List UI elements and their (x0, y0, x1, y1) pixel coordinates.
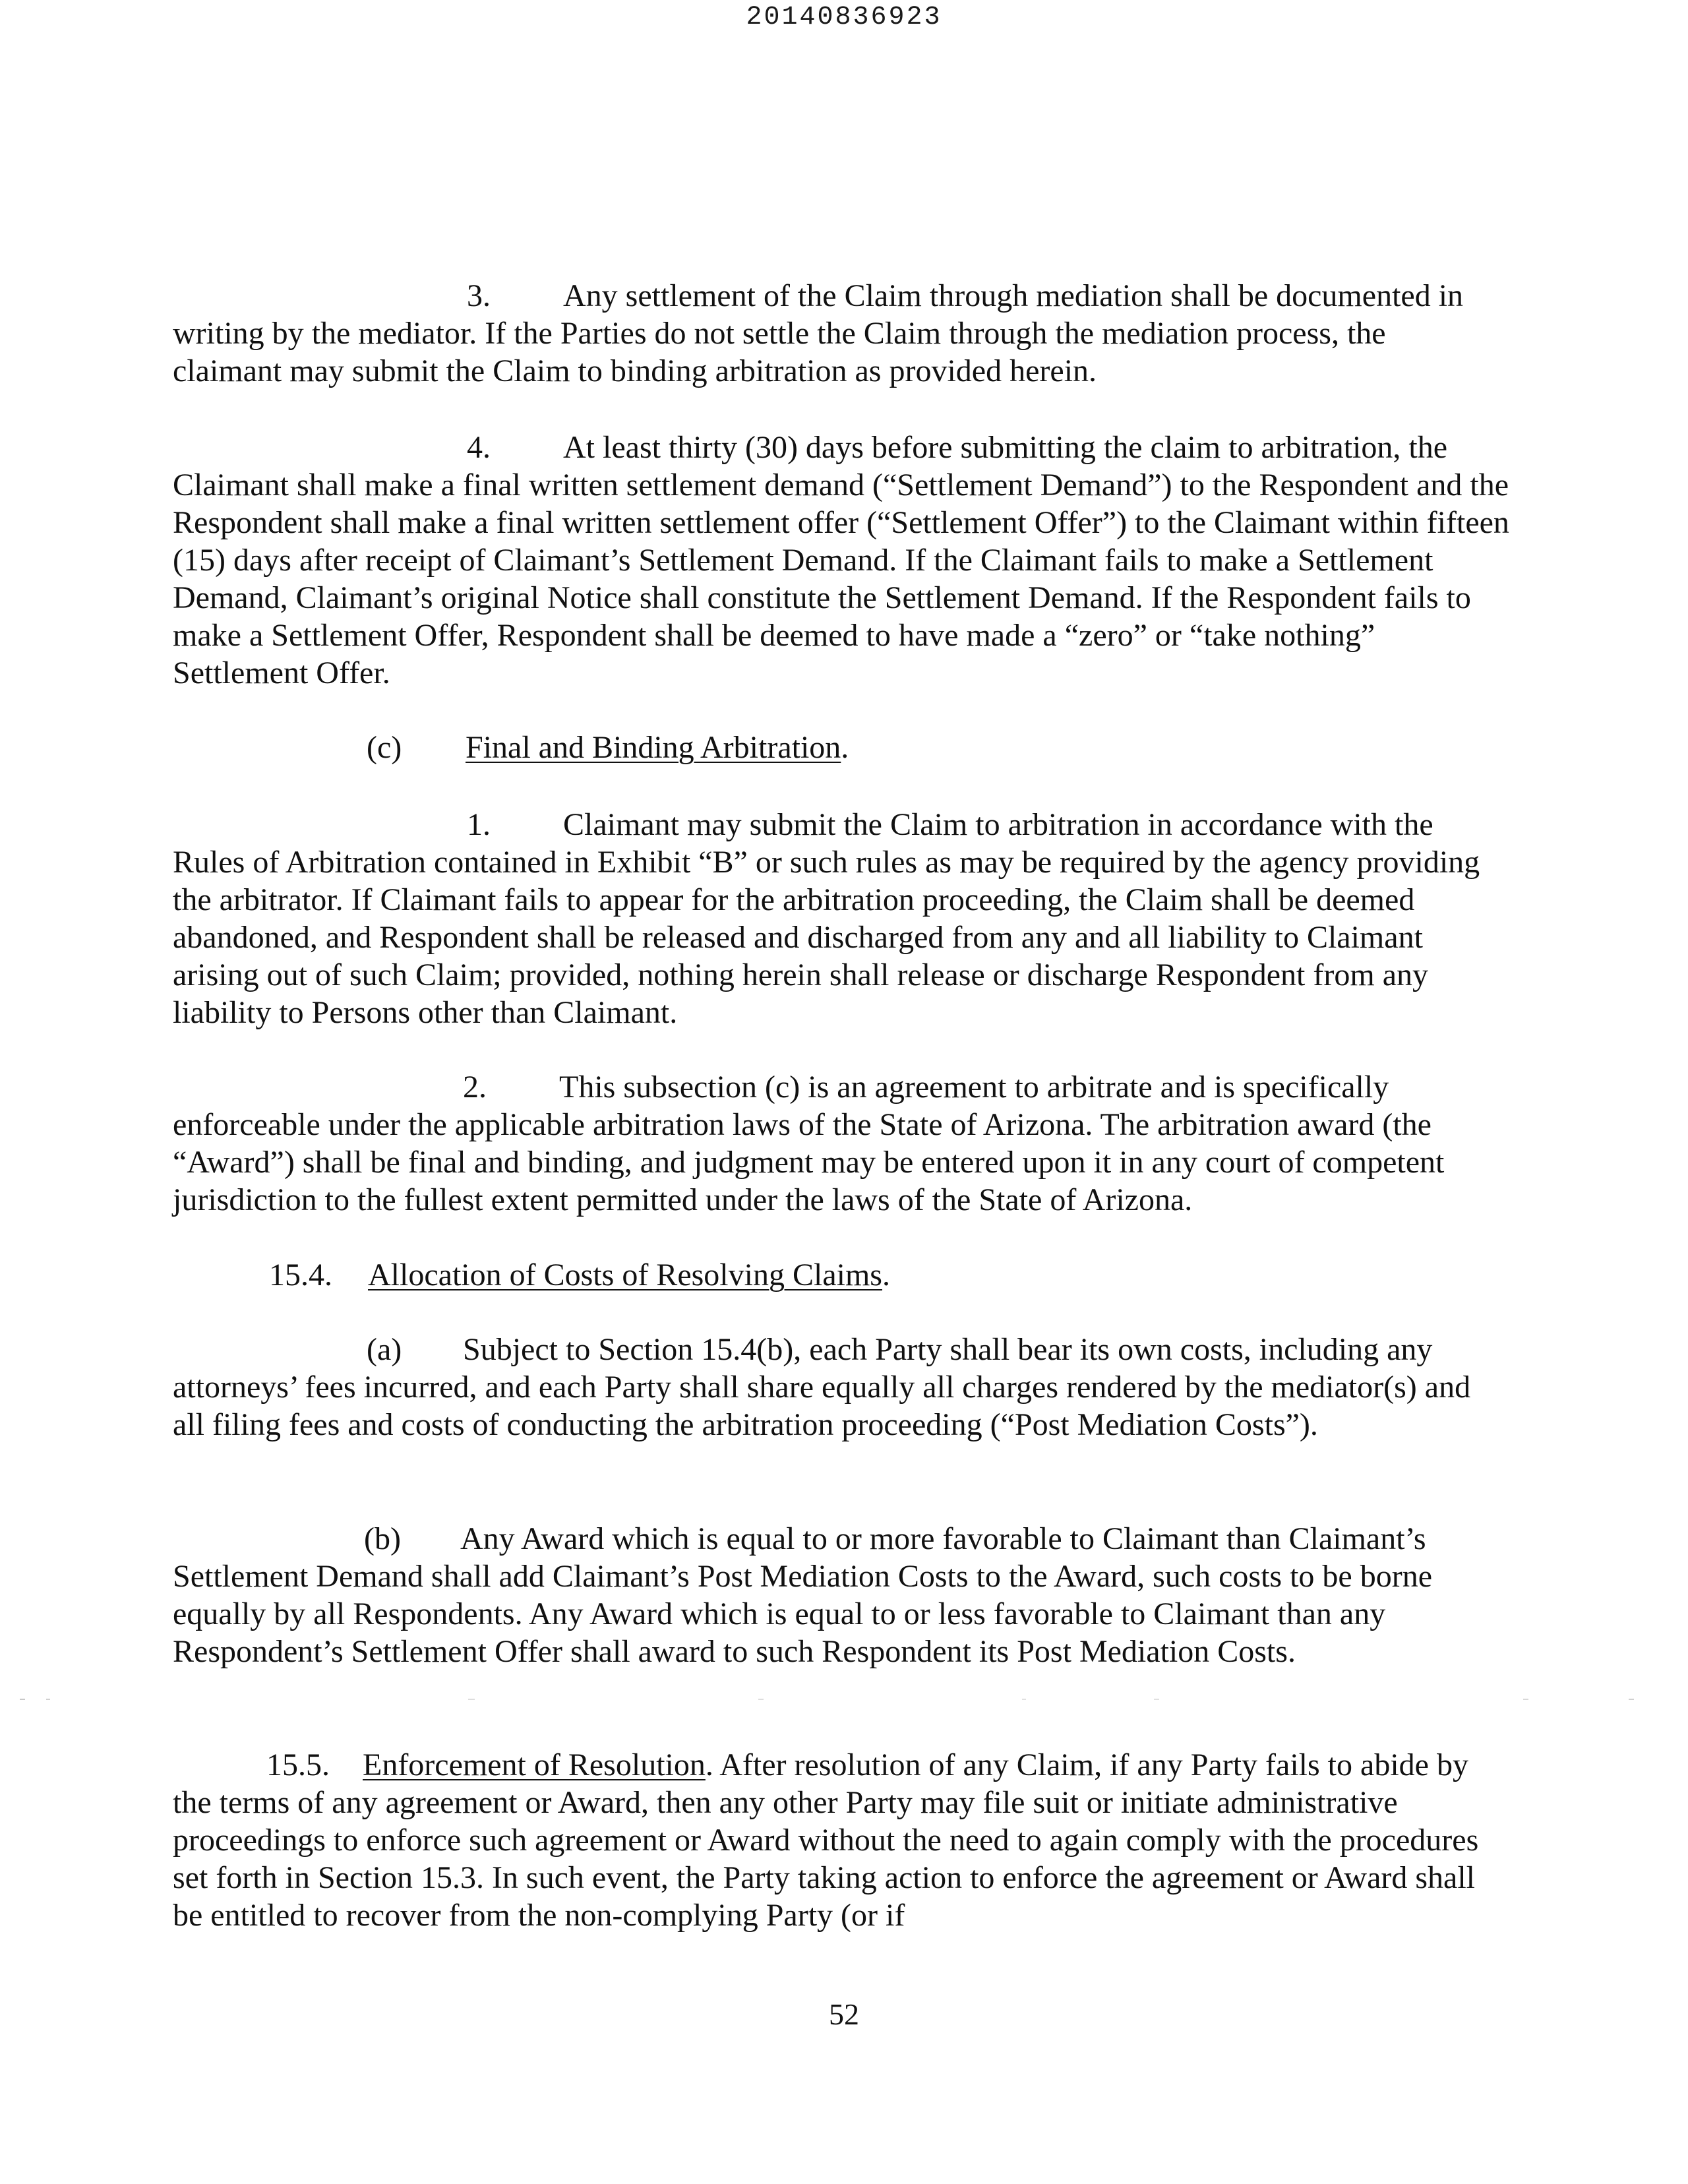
paragraph-15-4-b-text: Any Award which is equal to or more favorable to Claimant than Claimant’s Settlement Demand shall add Claimant’s Post Mediation Costs to the Award, such costs to be borne equally by all Respondents. Any Award which is equal to or less favorable to Claimant than any Respondent’s Settlement Offer shall award to such Respondent its Post Mediation Costs. (173, 1521, 1433, 1669)
paragraph-15-4-b-number: (b) (364, 1521, 401, 1556)
section-15-4-heading (269, 1256, 890, 1294)
paragraph-3-text: Any settlement of the Claim through mediation shall be documented in writing by the mediator. If the Parties do not settle the Claim through the mediation process, the claimant may submit the Claim to binding arbitration as provided herein. (173, 278, 1464, 388)
paragraph-c-2-number: 2. (463, 1070, 487, 1105)
paragraph-c-2-text: This subsection (c) is an agreement to arbitrate and is specifically enforceable under the applicable arbitration laws of the State of Arizona. The arbitration award (the “Award”) shall be final and binding, and judgment may be entered upon it in any court of competent jurisdiction to the fullest extent permitted under the laws of the State of Arizona. (173, 1070, 1445, 1217)
paragraph-3-number: 3. (467, 278, 491, 313)
section-15-5-title: Enforcement of Resolution (363, 1747, 706, 1782)
subsection-c-label: (c) (367, 730, 402, 765)
paragraph-c-1-number: 1. (467, 807, 491, 842)
subsection-c-title: Final and Binding Arbitration (466, 730, 841, 765)
section-15-5 (173, 1746, 1511, 1934)
section-15-4-title: Allocation of Costs of Resolving Claims (368, 1258, 882, 1292)
section-15-4-label: 15.4. (269, 1258, 332, 1292)
paragraph-4 (173, 429, 1511, 692)
subsection-c-heading (367, 729, 849, 766)
scan-artifact-line (20, 1698, 1668, 1701)
page-number: 52 (829, 1997, 859, 2031)
section-15-4-title-end: . (882, 1258, 890, 1292)
paragraph-15-4-b (173, 1520, 1492, 1670)
document-number: 20140836923 (746, 3, 942, 32)
paragraph-15-4-a (173, 1331, 1492, 1443)
paragraph-4-number: 4. (467, 430, 491, 465)
paragraph-c-2 (173, 1068, 1492, 1219)
paragraph-4-text: At least thirty (30) days before submitting the claim to arbitration, the Claimant shall make a final written settlement demand (“Settlement Demand”) to the Respondent and the Respondent shall make a final written settlement offer (“Settlement Offer”) to the Claimant within fifteen (15) days after receipt of Claimant’s Settlement Demand. If the Claimant fails to make a Settlement Demand, Claimant’s original Notice shall constitute the Settlement Demand. If the Respondent fails to make a Settlement Offer, Respondent shall be deemed to have made a “zero” or “take nothing” Settlement Offer. (173, 430, 1509, 690)
paragraph-c-1-text: Claimant may submit the Claim to arbitration in accordance with the Rules of Arbitration contained in Exhibit “B” or such rules as may be required by the agency providing the arbitrator. If Claimant fails to appear for the arbitration proceeding, the Claim shall be deemed abandoned, and Respondent shall be released and discharged from any and all liability to Claimant arising out of such Claim; provided, nothing herein shall release or discharge Respondent from any liability to Persons other than Claimant. (173, 807, 1480, 1030)
paragraph-15-4-a-number: (a) (367, 1332, 402, 1367)
paragraph-3 (173, 277, 1492, 390)
paragraph-c-1 (173, 806, 1511, 1031)
section-15-5-text: . After resolution of any Claim, if any Party fails to abide by the terms of any agreement or Award, then any other Party may file suit or initiate administrative proceedings to enforce such agreement or Award without the need to again comply with the procedures set forth in Section 15.3. In such event, the Party taking action to enforce the agreement or Award shall be entitled to recover from the non-complying Party (or if (173, 1747, 1479, 1933)
paragraph-15-4-a-text: Subject to Section 15.4(b), each Party shall bear its own costs, including any attorneys’ fees incurred, and each Party shall share equally all charges rendered by the mediator(s) and all filing fees and costs of conducting the arbitration proceeding (“Post Mediation Costs”). (173, 1332, 1471, 1442)
section-15-5-label: 15.5. (266, 1747, 330, 1782)
subsection-c-title-end: . (841, 730, 849, 765)
